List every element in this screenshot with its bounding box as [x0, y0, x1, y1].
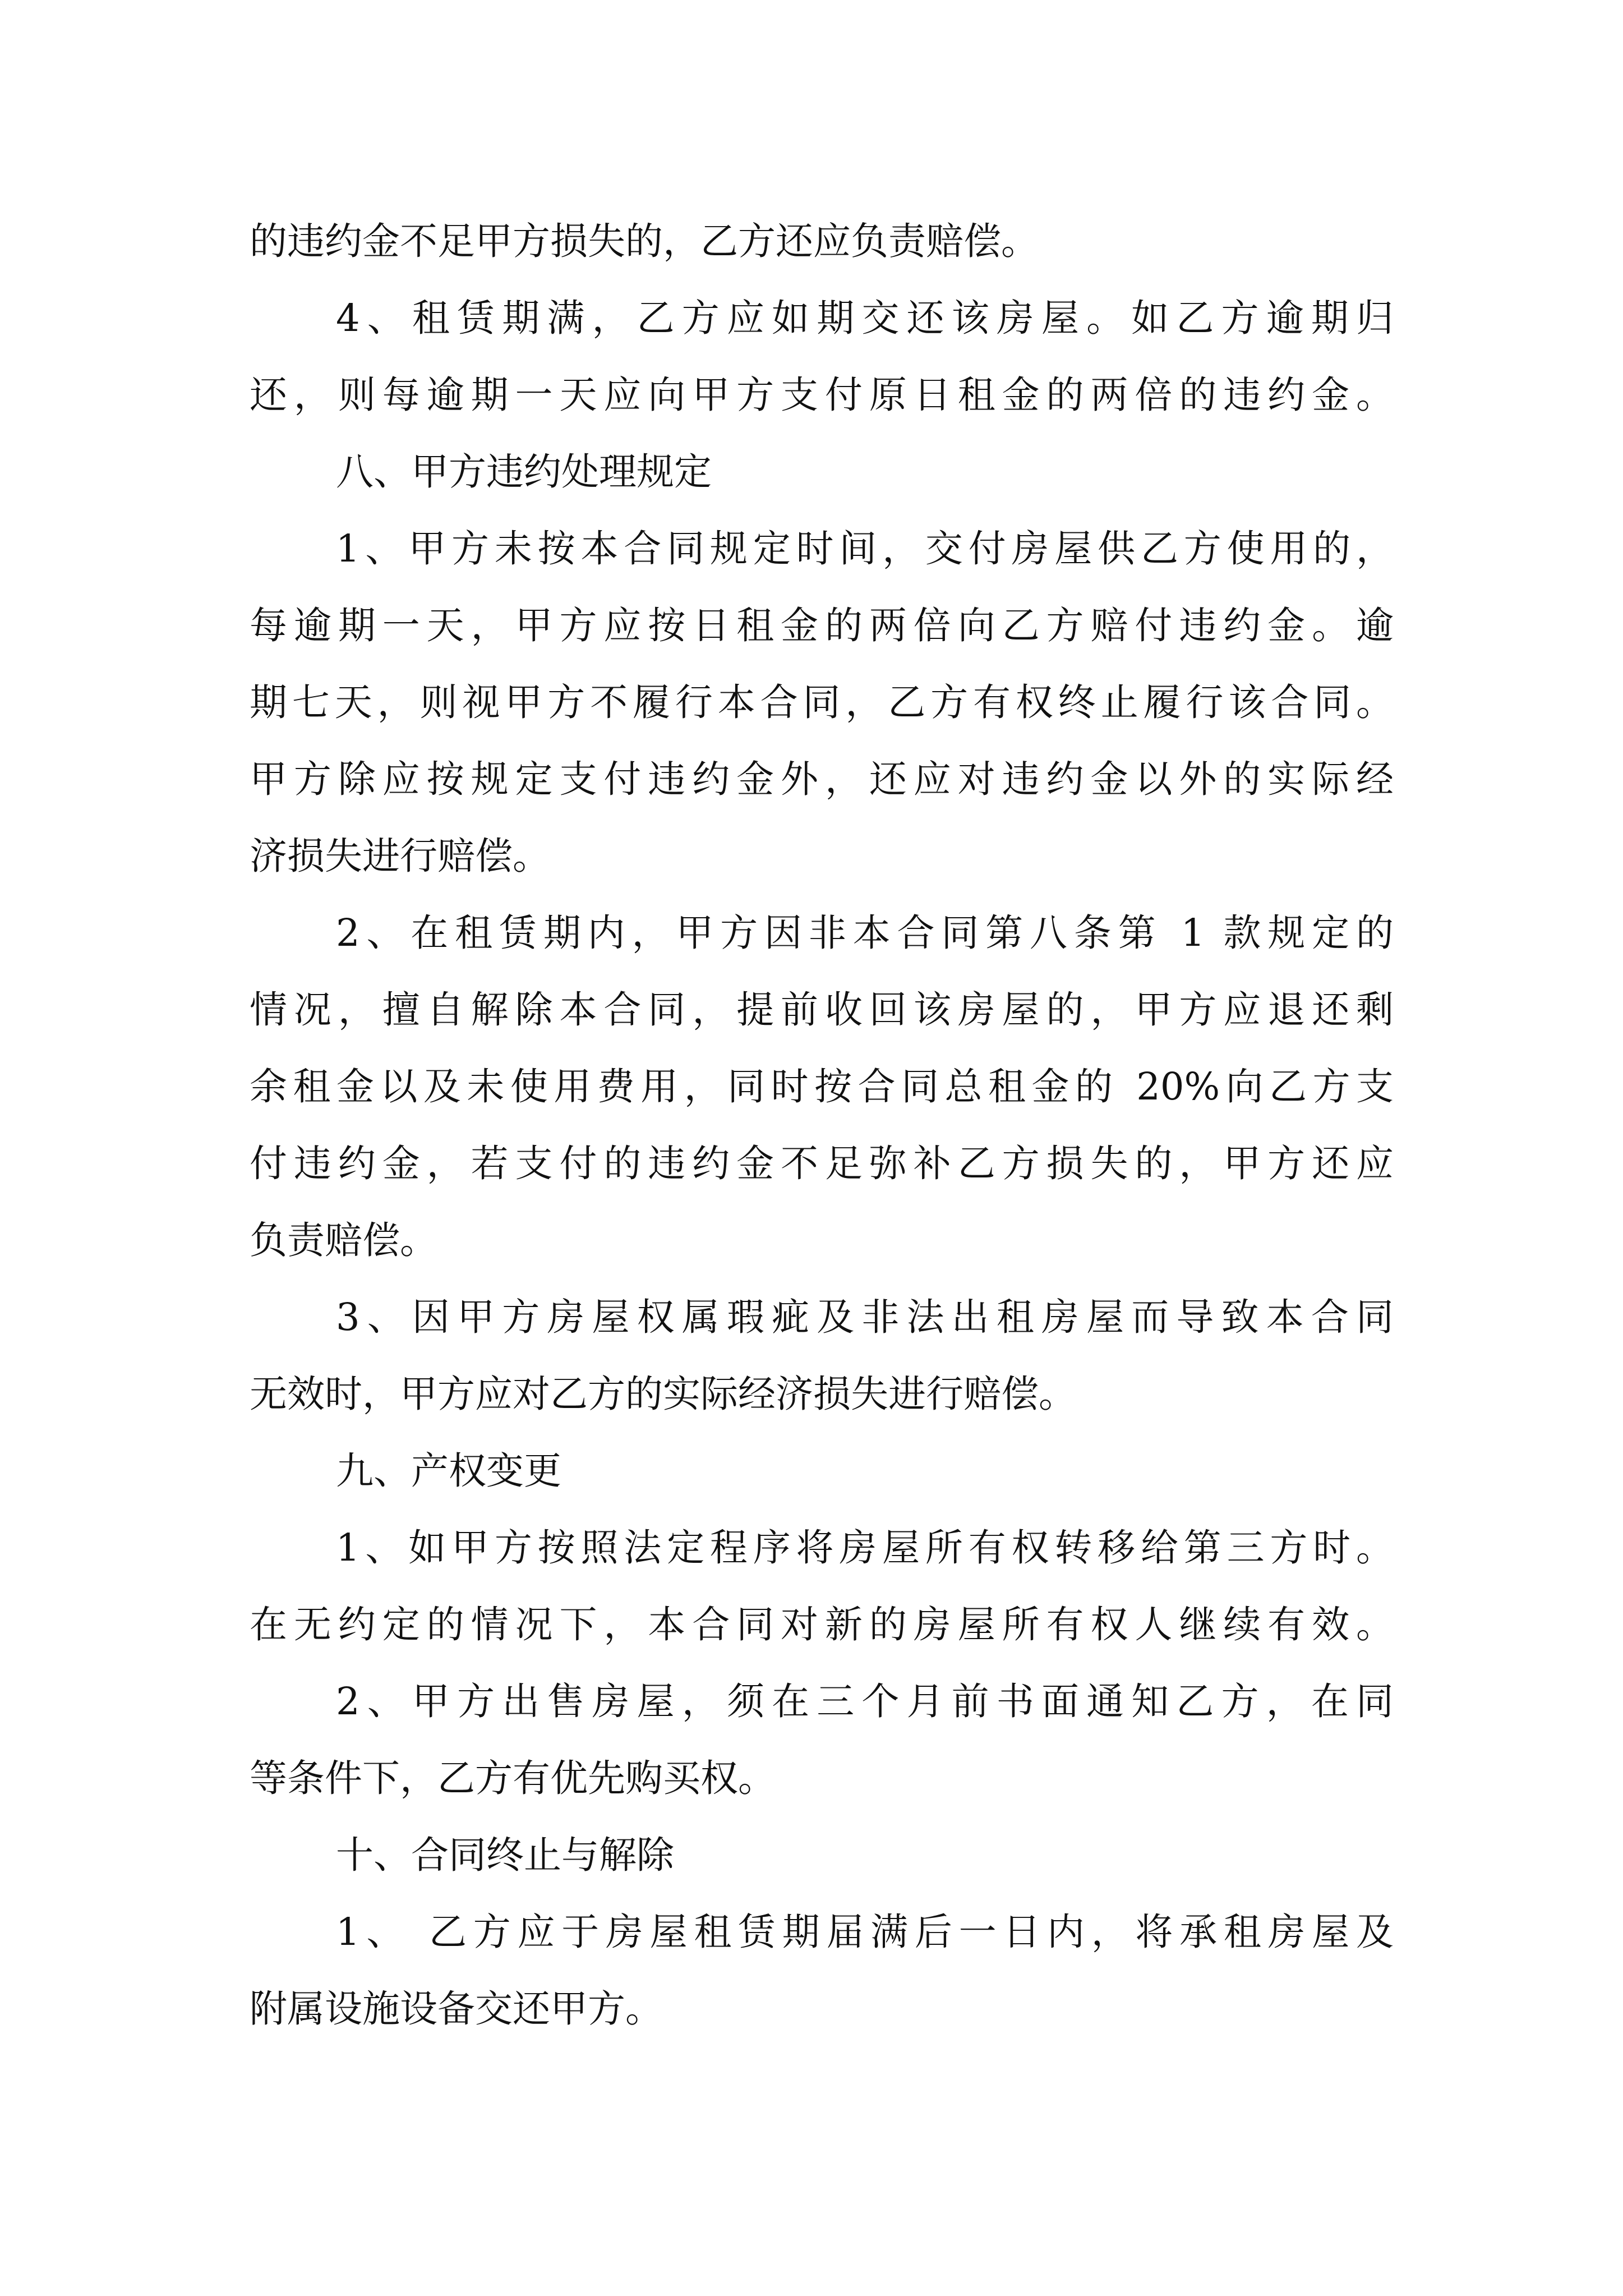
text-line: 负责赔偿。	[250, 1218, 437, 1262]
text-line: 每逾期一天，甲方应按日租金的两倍向乙方赔付违约金。逾	[250, 604, 1394, 647]
text-line: 3、因甲方房屋权属瑕疵及非法出租房屋而导致本合同	[336, 1295, 1394, 1339]
text-line: 2、甲方出售房屋，须在三个月前书面通知乙方，在同	[336, 1680, 1394, 1723]
text-line: 济损失进行赔偿。	[250, 834, 550, 878]
text-line: 甲方除应按规定支付违约金外，还应对违约金以外的实际经	[250, 757, 1394, 801]
text-line: 2、在租赁期内，甲方因非本合同第八条第 1 款规定的	[336, 911, 1394, 955]
section-heading: 九、产权变更	[336, 1449, 561, 1493]
text-line: 1、如甲方按照法定程序将房屋所有权转移给第三方时。	[336, 1526, 1394, 1570]
text-line: 1、甲方未按本合同规定时间，交付房屋供乙方使用的，	[336, 527, 1394, 570]
section-heading: 八、甲方违约处理规定	[336, 450, 712, 494]
text-line: 1、 乙方应于房屋租赁期届满后一日内，将承租房屋及	[336, 1910, 1394, 1954]
text-line: 的违约金不足甲方损失的，乙方还应负责赔偿。	[250, 219, 1039, 263]
text-line: 情况，擅自解除本合同，提前收回该房屋的，甲方应退还剩	[250, 988, 1394, 1032]
text-line: 无效时，甲方应对乙方的实际经济损失进行赔偿。	[250, 1372, 1076, 1416]
document-body	[250, 203, 1394, 2047]
text-line: 在无约定的情况下，本合同对新的房屋所有权人继续有效。	[250, 1603, 1394, 1646]
text-line: 期七天，则视甲方不履行本合同，乙方有权终止履行该合同。	[250, 680, 1394, 724]
section-heading: 十、合同终止与解除	[336, 1833, 674, 1877]
text-line: 等条件下，乙方有优先购买权。	[250, 1756, 776, 1800]
text-line: 附属设施设备交还甲方。	[250, 1987, 663, 2031]
text-line: 付违约金，若支付的违约金不足弥补乙方损失的，甲方还应	[250, 1142, 1394, 1185]
text-line: 余租金以及未使用费用，同时按合同总租金的 20%向乙方支	[250, 1065, 1394, 1108]
text-line: 4、租赁期满，乙方应如期交还该房屋。如乙方逾期归	[336, 296, 1394, 340]
text-line: 还，则每逾期一天应向甲方支付原日租金的两倍的违约金。	[250, 373, 1394, 417]
